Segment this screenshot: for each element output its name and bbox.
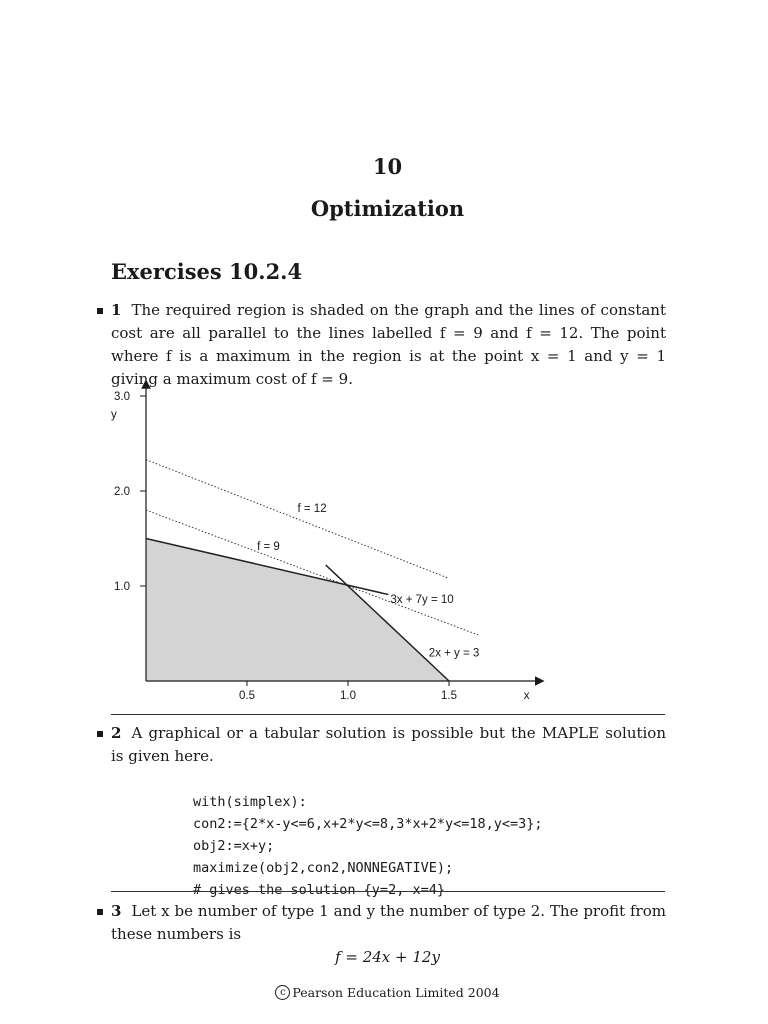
series-label: 3x + 7y = 10 — [390, 594, 454, 607]
code-line: obj2:=x+y; — [193, 838, 275, 854]
x-tick-label: 0.5 — [239, 690, 255, 702]
exercise-3-bullet — [97, 909, 103, 915]
profit-equation: f = 24x + 12y — [335, 948, 440, 966]
exercise-3 — [111, 900, 666, 946]
code-line: maximize(obj2,con2,NONNEGATIVE); — [193, 860, 454, 876]
footer — [0, 985, 768, 1000]
divider-2 — [111, 891, 665, 892]
chapter-title: Optimization — [310, 196, 465, 221]
divider-1 — [111, 714, 665, 715]
copyright-icon: c — [275, 985, 290, 1000]
code-line: # gives the solution {y=2, x=4} — [193, 882, 445, 898]
exercise-2-bullet — [97, 731, 103, 737]
exercise-1-text: The required region is shaded on the graph and the lines of constant cost are all parallel to the lines labelled f = 9 and f = 12. The point where f is a maximum in the region is at the point x = 1 and y = 1 giving a maximum cost of f = 9. — [111, 301, 666, 388]
chapter-number: 10 — [372, 154, 403, 179]
exercise-1-bullet — [97, 308, 103, 314]
series-label: f = 9 — [257, 540, 280, 553]
y-axis-label: y — [111, 409, 117, 421]
x-tick-label: 1.5 — [441, 690, 457, 702]
shaded-feasible-region — [146, 539, 449, 682]
exercise-1-number: 1 — [111, 301, 122, 319]
exercise-3-number: 3 — [111, 902, 122, 920]
y-tick-label: 2.0 — [114, 486, 130, 498]
x-tick-label: 1.0 — [340, 690, 356, 702]
y-tick-label: 3.0 — [114, 391, 130, 403]
code-line: con2:={2*x-y<=6,x+2*y<=8,3*x+2*y<=18,y<=3}; — [193, 816, 543, 832]
series-label: f = 12 — [297, 502, 327, 515]
x-axis-label: x — [523, 690, 530, 702]
feasible-region-chart — [95, 378, 545, 703]
code-line: with(simplex): — [193, 794, 307, 810]
series-label: 2x + y = 3 — [428, 647, 480, 660]
exercise-2-number: 2 — [111, 724, 122, 742]
exercise-3-text: Let x be number of type 1 and y the number of type 2. The profit from these numbers is — [111, 902, 666, 943]
exercise-2-text: A graphical or a tabular solution is possible but the MAPLE solution is given here. — [111, 724, 666, 765]
section-title: Exercises 10.2.4 — [111, 259, 303, 284]
footer-text: Pearson Education Limited 2004 — [292, 985, 500, 1000]
exercise-2 — [111, 722, 666, 768]
y-tick-label: 1.0 — [114, 581, 130, 593]
